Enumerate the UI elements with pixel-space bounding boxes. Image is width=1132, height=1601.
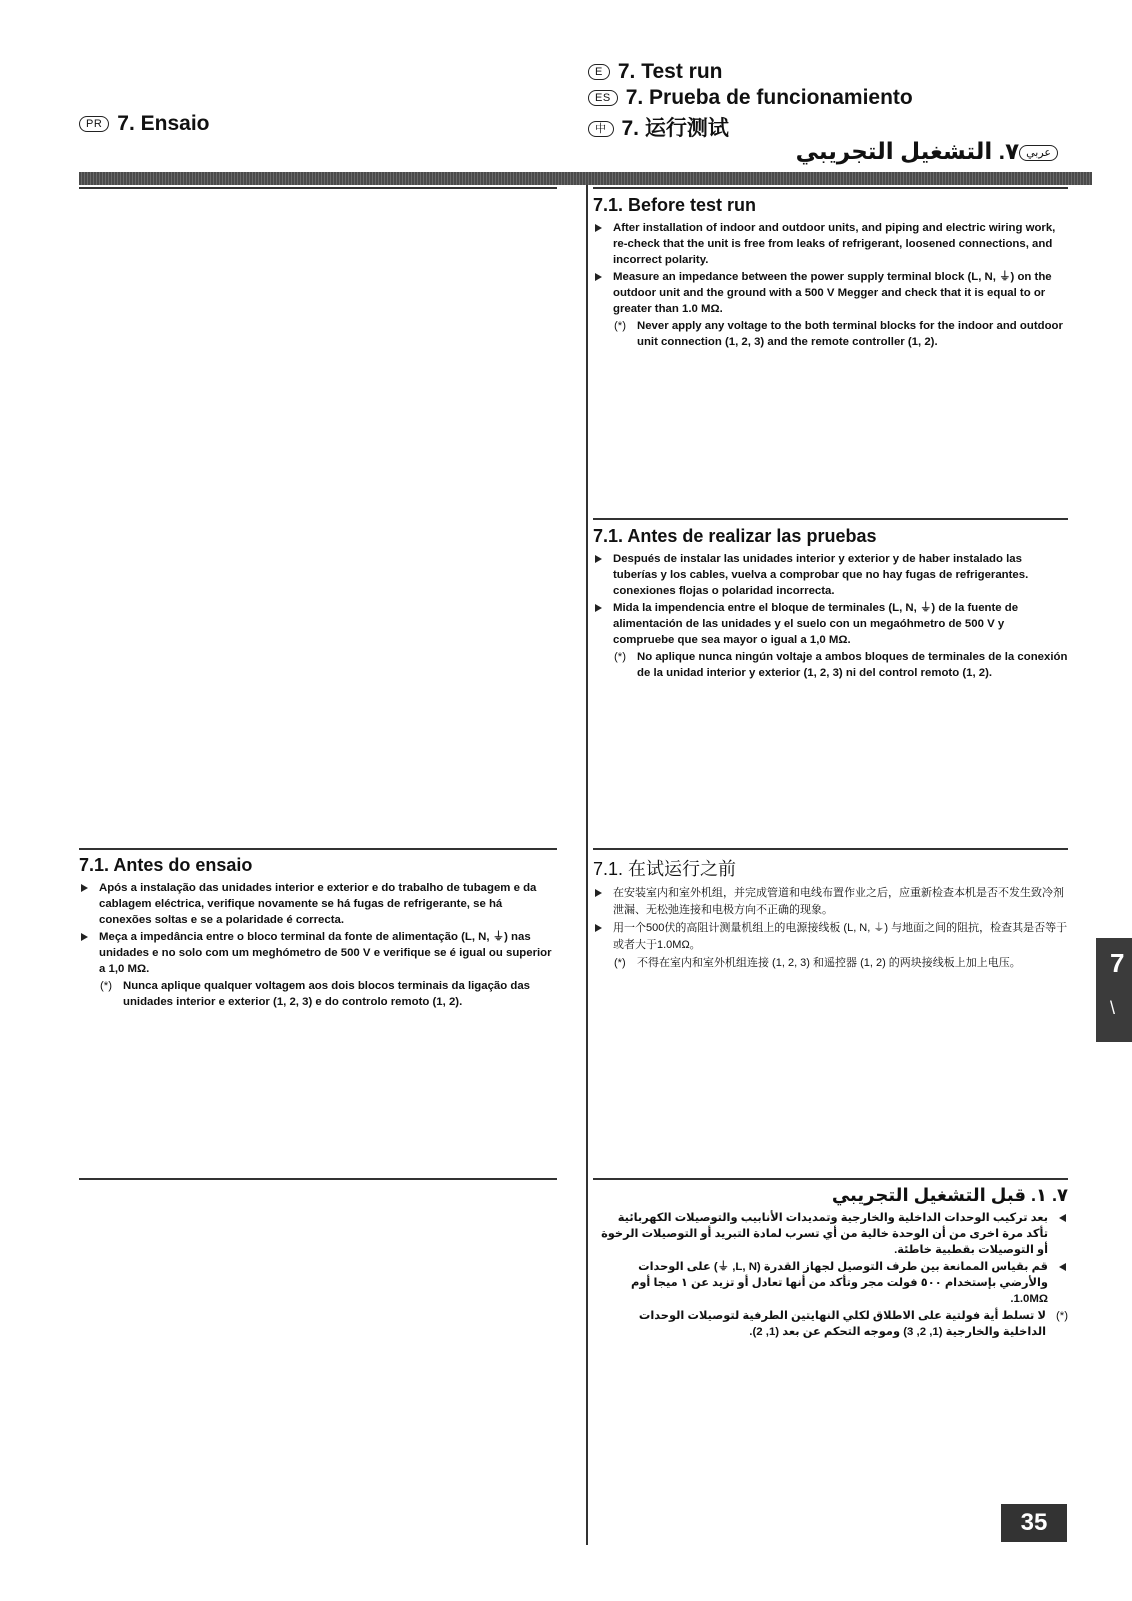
section-es-title: 7.1. Antes de realizar las pruebas [593,526,877,546]
language-badge-ar: عربي [1019,145,1058,161]
section-ar-title: ٧. ١. قبل التشغيل التجريبي [831,1185,1068,1205]
list-item: After installation of indoor and outdoor units, and piping and electric wiring work, re-check that the unit is free from leaks of refrigerant, loosened connections, and incorrect polarity. [593,220,1068,268]
note-mark: (*) [100,980,113,992]
list-item: Após a instalação das unidades interior e exterior e do trabalho de tubagem e da cablagem eléctrica, verifique novamente se há fugas de refrigerante, se há conexões soltas e se a polaridade é correcta. [79,880,557,928]
column-divider [586,185,588,1545]
section-cn [593,855,1068,972]
heading-ar [796,138,1066,165]
note-mark: (*) [614,957,626,969]
heading-es-text: 7. Prueba de funcionamiento [625,86,913,109]
note-mark: (*) [1055,1310,1068,1322]
heading-pr [79,112,209,136]
heading-ch-text: 7. 运行测试 [621,117,729,140]
section-pt-title: 7.1. Antes do ensaio [79,855,253,875]
list-item: 在安装室内和室外机组，并完成管道和电线布置作业之后，应重新检查本机是否不发生致冷剂泄漏、无松弛连接和电极方向不正确的现象。 [593,885,1068,919]
section-en-title: 7.1. Before test run [593,195,757,215]
note-mark: (*) [614,320,627,332]
list-item: Meça a impedância entre o bloco terminal da fonte de alimentação (L, N, ⏚) nas unidades e no solo com um meghómetro de 500 V e verifique se é igual ou superior a 1,0 MΩ. [79,929,557,977]
section-pt [79,855,557,1010]
rule-left-top [79,187,557,189]
section-pt-list [79,880,557,977]
language-badge-e: E [588,64,610,80]
section-cn-title: 7.1. 在试运行之前 [593,859,737,879]
rule-right-cn [593,848,1068,850]
section-ar [593,1185,1068,1340]
rule-left-bottom [79,1178,557,1180]
note-text: Never apply any voltage to the both terminal blocks for the indoor and outdoor unit connection (1, 2, 3) and the remote controller (1, 2). [637,320,1063,348]
section-es [593,526,1068,681]
note-text: Nunca aplique qualquer voltagem aos dois blocos terminais da ligação das unidades interior e exterior (1, 2, 3) e do controlo remoto (1, 2). [123,980,531,1008]
heading-ch [588,112,729,142]
rule-right-ar [593,1178,1068,1180]
list-item: Mida la impendencia entre el bloque de terminales (L, N, ⏚) de la fuente de alimentación de las unidades y el suelo con un megaóhmetro de 500 V y compruebe que sea mayor o igual a 1,0 MΩ. [593,600,1068,648]
language-badge-pr: PR [79,116,109,132]
language-badge-ch: 中 [588,121,614,137]
heading-es [588,86,913,110]
list-item: Measure an impedance between the power supply terminal block (L, N, ⏚) on the outdoor unit and the ground with a 500 V Megger and check that it is equal to or greater than 1.0 MΩ. [593,269,1068,317]
section-es-list [593,551,1068,648]
rule-right-es [593,518,1068,520]
list-item: قم بقياس الممانعة بين طرف التوصيل لجهاز القدرة (L, N, ⏚) على الوحدات والأرضي بإستخدام ٥٠٠ فولت مجر وتأكد من أنها تعادل أو تزيد عن ١ ميجا أوم 1.0MΩ. [593,1259,1068,1307]
section-es-note [593,649,1068,681]
side-tab-bottom: \ [1110,998,1116,1018]
list-item: بعد تركيب الوحدات الداخلية والخارجية وتمديدات الأنابيب والتوصيلات الكهربائية تأكد مرة اخرى من أن الوحدة خالية من أي تسرب لمادة التبريد أو التوصيلات الرخوة أو التوصيلات بقطبية خاطئة. [593,1210,1068,1258]
page-number: 35 [1001,1504,1067,1542]
heading-pr-text: 7. Ensaio [117,112,210,135]
section-en-list [593,220,1068,317]
section-cn-list [593,885,1068,954]
note-text: 不得在室内和室外机组连接 (1, 2, 3) 和遥控器 (1, 2) 的两块接线板上加上电压。 [637,957,1021,969]
heading-e-text: 7. Test run [617,60,723,83]
language-badge-es: ES [588,90,618,106]
note-text: No aplique nunca ningún voltaje a ambos bloques de terminales de la conexión de la unidad interior y exterior (1, 2, 3) ni del control remoto (1, 2). [637,651,1068,679]
list-item: Después de instalar las unidades interior y exterior y de haber instalado las tuberías y los cables, vuelva a comprobar que no hay fugas de refrigerantes. conexiones flojas o polaridad incorrecta. [593,551,1068,599]
section-en-note [593,318,1068,350]
rule-left-pt [79,848,557,850]
list-item: 用一个500伏的高阻计测量机组上的电源接线板 (L, N, ⏚) 与地面之间的阻抗，检查其是否等于或者大于1.0MΩ。 [593,920,1068,954]
note-text: لا تسلط أية فولتية على الاطلاق لكلي النهايتين الطرفية لتوصيلات الوحدات الداخلية والخارجية (1, 2, 3) وموجه التحكم عن بعد (1, 2). [638,1310,1046,1338]
heading-ar-text: ٧. التشغيل التجريبي [795,138,1020,164]
section-ar-list [593,1210,1068,1307]
side-tab-top: 7 [1110,948,1125,978]
rule-right-top [593,187,1068,189]
heading-e [588,60,722,84]
section-en [593,195,1068,350]
chapter-side-tab [1096,938,1132,1042]
section-cn-note [593,955,1068,972]
header-band [79,172,1092,185]
note-mark: (*) [614,651,627,663]
section-pt-note [79,978,557,1010]
section-ar-note [593,1308,1068,1340]
